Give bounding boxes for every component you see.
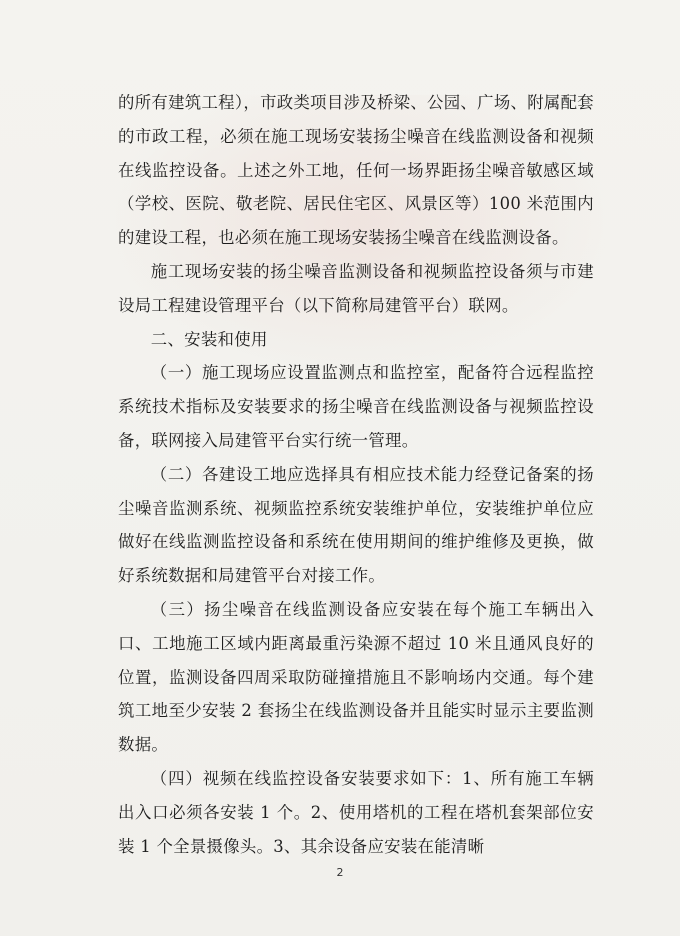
document-body <box>118 86 594 863</box>
paragraph-item-3: （三）扬尘噪音在线监测设备应安装在每个施工车辆出入口、工地施工区域内距离最重污染源不超过 10 米且通风良好的位置，监测设备四周采取防碰撞措施且不影响场内交通。每个建筑工地至少安装 2 套扬尘在线监测设备并且能实时显示主要监测数据。 <box>118 599 594 755</box>
paragraph-item-4: （四）视频在线监控设备安装要求如下：1、所有施工车辆出入口必须各安装 1 个。2、使用塔机的工程在塔机套架部位安装 1 个全景摄像头。3、其余设备应安装在能清晰 <box>118 768 594 856</box>
paragraph-continuation: 的所有建筑工程），市政类项目涉及桥梁、公园、广场、附属配套的市政工程，必须在施工现场安装扬尘噪音在线监测设备和视频在线监控设备。上述之外工地，任何一场界距扬尘噪音敏感区域（学校、医院、敬老院、居民住宅区、风景区等）100 米范围内的建设工程，也必须在施工现场安装扬尘噪音在线监测设备。 <box>118 93 594 248</box>
section-heading-installation-use: 二、安装和使用 <box>150 329 268 349</box>
paragraph-network-requirement: 施工现场安装的扬尘噪音监测设备和视频监控设备须与市建设局工程建设管理平台（以下简称局建管平台）联网。 <box>118 261 594 315</box>
paragraph-item-2: （二）各建设工地应选择具有相应技术能力经登记备案的扬尘噪音监测系统、视频监控系统安装维护单位，安装维护单位应做好在线监测监控设备和系统在使用期间的维护维修及更换，做好系统数据和局建管平台对接工作。 <box>118 464 594 586</box>
paragraph-item-1: （一）施工现场应设置监测点和监控室，配备符合远程监控系统技术指标及安装要求的扬尘噪音在线监测设备与视频监控设备，联网接入局建管平台实行统一管理。 <box>118 363 594 450</box>
page-number: 2 <box>336 866 344 879</box>
